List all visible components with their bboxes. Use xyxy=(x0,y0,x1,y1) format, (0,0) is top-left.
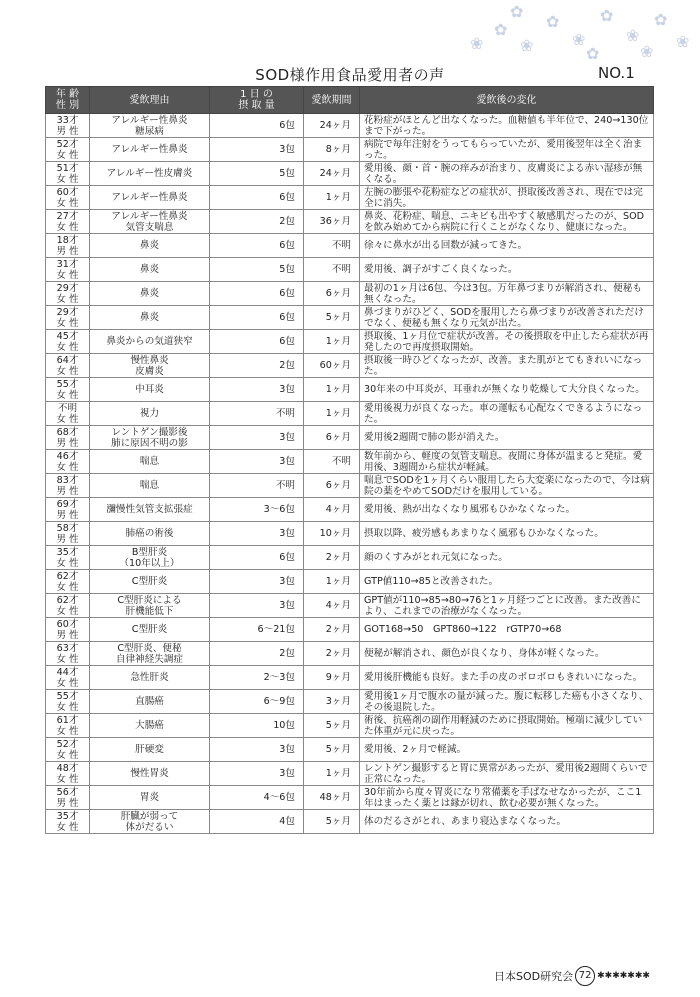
cell-change: レントゲン撮影すると胃に異常があったが、愛用後2週間くらいで正常になった。 xyxy=(360,762,654,786)
cell-age-sex: 83才 男 性 xyxy=(46,474,90,498)
cell-reason: アレルギー性鼻炎 xyxy=(90,186,210,210)
cell-period: 不明 xyxy=(304,258,360,282)
cell-reason: 急性肝炎 xyxy=(90,666,210,690)
footer xyxy=(494,966,650,986)
cell-period: 1ヶ月 xyxy=(304,330,360,354)
table-row xyxy=(46,498,654,522)
header-daily-amount: 1 日 の 摂 取 量 xyxy=(210,87,304,114)
cell-change: 病院で毎年注射をうってもらっていたが、愛用後翌年は全く治まった。 xyxy=(360,138,654,162)
cell-change: 愛用後視力が良くなった。車の運転も心配なくできるようになった。 xyxy=(360,402,654,426)
cell-daily-amount: 6包 xyxy=(210,282,304,306)
cell-reason: C型肝炎 xyxy=(90,570,210,594)
cell-reason: レントゲン撮影後 肺に原因不明の影 xyxy=(90,426,210,450)
cell-period: 36ヶ月 xyxy=(304,210,360,234)
cell-reason: 喘息 xyxy=(90,474,210,498)
cell-period: 不明 xyxy=(304,450,360,474)
footer-stars: ✱✱✱✱✱✱✱ xyxy=(597,971,650,981)
cell-period: 1ヶ月 xyxy=(304,762,360,786)
table-row xyxy=(46,642,654,666)
cell-change: 数年前から、軽度の気管支喘息。夜間に身体が温まると発症。愛用後、3週間から症状が軽減。 xyxy=(360,450,654,474)
cell-daily-amount: 不明 xyxy=(210,402,304,426)
table-row xyxy=(46,162,654,186)
cell-reason: 喘息 xyxy=(90,450,210,474)
cell-reason: 肝硬変 xyxy=(90,738,210,762)
cell-age-sex: 29才 女 性 xyxy=(46,306,90,330)
cell-daily-amount: 6包 xyxy=(210,114,304,138)
table-row xyxy=(46,522,654,546)
table-row xyxy=(46,738,654,762)
cell-change: 摂取後一時ひどくなったが、改善。また肌がとてもきれいになった。 xyxy=(360,354,654,378)
table-row xyxy=(46,258,654,282)
cell-age-sex: 60才 女 性 xyxy=(46,186,90,210)
cell-period: 2ヶ月 xyxy=(304,642,360,666)
cell-reason: アレルギー性鼻炎 xyxy=(90,138,210,162)
cell-change: 30年前から度々胃炎になり常備薬を手ばなせなかったが、ここ1年はまったく薬とは縁が切れ、飲む必要が無くなった。 xyxy=(360,786,654,810)
table-row xyxy=(46,138,654,162)
cell-period: 5ヶ月 xyxy=(304,738,360,762)
table-row xyxy=(46,618,654,642)
cell-age-sex: 62才 女 性 xyxy=(46,594,90,618)
cell-age-sex: 31才 女 性 xyxy=(46,258,90,282)
cell-period: 1ヶ月 xyxy=(304,570,360,594)
cell-change: 鼻づまりがひどく、SODを服用したら鼻づまりが改善されただけでなく、便秘も無くなり元気が出た。 xyxy=(360,306,654,330)
cell-daily-amount: 2包 xyxy=(210,210,304,234)
cell-age-sex: 29才 女 性 xyxy=(46,282,90,306)
cell-age-sex: 61才 女 性 xyxy=(46,714,90,738)
cell-daily-amount: 3包 xyxy=(210,378,304,402)
cell-age-sex: 64才 女 性 xyxy=(46,354,90,378)
cell-reason: C型肝炎による 肝機能低下 xyxy=(90,594,210,618)
table-row xyxy=(46,546,654,570)
cell-daily-amount: 5包 xyxy=(210,258,304,282)
cell-change: 愛用後、顔・首・腕の痒みが治まり、皮膚炎による赤い湿疹が無くなる。 xyxy=(360,162,654,186)
cell-age-sex: 63才 女 性 xyxy=(46,642,90,666)
cell-change: 花粉症がほとんど出なくなった。血糖値も半年位で、240→130位まで下がった。 xyxy=(360,114,654,138)
header-change: 愛飲後の変化 xyxy=(360,87,654,114)
cell-period: 2ヶ月 xyxy=(304,618,360,642)
cell-reason: 鼻炎 xyxy=(90,258,210,282)
cell-period: 8ヶ月 xyxy=(304,138,360,162)
table-row xyxy=(46,570,654,594)
cell-change: 30年来の中耳炎が、耳垂れが無くなり乾燥して大分良くなった。 xyxy=(360,378,654,402)
cell-reason: 慢性鼻炎 皮膚炎 xyxy=(90,354,210,378)
table-row xyxy=(46,114,654,138)
cell-reason: C型肝炎 xyxy=(90,618,210,642)
cell-period: 24ヶ月 xyxy=(304,162,360,186)
cell-period: 3ヶ月 xyxy=(304,690,360,714)
cell-change: 愛用後、熱が出なくなり風邪もひかなくなった。 xyxy=(360,498,654,522)
cell-age-sex: 48才 女 性 xyxy=(46,762,90,786)
cell-daily-amount: 4〜6包 xyxy=(210,786,304,810)
cell-change: 愛用後、調子がすごく良くなった。 xyxy=(360,258,654,282)
cell-reason: 瀰慢性気管支拡張症 xyxy=(90,498,210,522)
cell-age-sex: 51才 女 性 xyxy=(46,162,90,186)
cell-reason: 中耳炎 xyxy=(90,378,210,402)
table-row xyxy=(46,234,654,258)
cell-age-sex: 69才 男 性 xyxy=(46,498,90,522)
table-row xyxy=(46,690,654,714)
cell-change: 愛用後1ヶ月で腹水の量が減った。腹に転移した癌も小さくなり、その後退院した。 xyxy=(360,690,654,714)
header-reason: 愛飲理由 xyxy=(90,87,210,114)
cell-daily-amount: 4包 xyxy=(210,810,304,834)
cell-period: 1ヶ月 xyxy=(304,378,360,402)
cell-age-sex: 55才 女 性 xyxy=(46,378,90,402)
cell-reason: 鼻炎からの気道狭窄 xyxy=(90,330,210,354)
cell-reason: アレルギー性鼻炎 気管支喘息 xyxy=(90,210,210,234)
cell-change: 鼻炎、花粉症、喘息、ニキビも出やすく敏感肌だったのが、SODを飲み始めてから病院に行くことがなくなり、健康になった。 xyxy=(360,210,654,234)
cell-change: 摂取後、1ヶ月位で症状が改善。その後摂取を中止したら症状が再発したので再度摂取開始。 xyxy=(360,330,654,354)
cell-change: 術後、抗癌剤の副作用軽減のために摂取開始。極端に減少していた体重が元に戻った。 xyxy=(360,714,654,738)
cell-daily-amount: 5包 xyxy=(210,162,304,186)
cell-change: 最初の1ヶ月は6包、今は3包。万年鼻づまりが解消され、便秘も無くなった。 xyxy=(360,282,654,306)
table-row xyxy=(46,786,654,810)
table-row xyxy=(46,450,654,474)
cell-change: 顔のくすみがとれ元気になった。 xyxy=(360,546,654,570)
cell-reason: 直腸癌 xyxy=(90,690,210,714)
cell-age-sex: 46才 女 性 xyxy=(46,450,90,474)
cell-daily-amount: 3包 xyxy=(210,522,304,546)
cell-daily-amount: 2包 xyxy=(210,642,304,666)
cell-reason: 胃炎 xyxy=(90,786,210,810)
cell-daily-amount: 6〜21包 xyxy=(210,618,304,642)
cell-change: 愛用後肝機能も良好。また手の皮のボロボロもきれいになった。 xyxy=(360,666,654,690)
cell-change: GPT値が110→85→80→76と1ヶ月経つごとに改善。また改善により、これまでの治療がなくなった。 xyxy=(360,594,654,618)
cell-age-sex: 33才 男 性 xyxy=(46,114,90,138)
cell-daily-amount: 6包 xyxy=(210,330,304,354)
cell-change: 喘息でSODを1ヶ月くらい服用したら大変楽になったので、今は病院の薬をやめてSODだけを服用している。 xyxy=(360,474,654,498)
cell-age-sex: 55才 女 性 xyxy=(46,690,90,714)
cell-daily-amount: 3〜6包 xyxy=(210,498,304,522)
cell-reason: C型肝炎、便秘 自律神経失調症 xyxy=(90,642,210,666)
cell-period: 5ヶ月 xyxy=(304,306,360,330)
cell-daily-amount: 3包 xyxy=(210,138,304,162)
cell-reason: 大腸癌 xyxy=(90,714,210,738)
cell-daily-amount: 2包 xyxy=(210,354,304,378)
table-row xyxy=(46,762,654,786)
cell-reason: 慢性胃炎 xyxy=(90,762,210,786)
cell-period: 60ヶ月 xyxy=(304,354,360,378)
cell-period: 9ヶ月 xyxy=(304,666,360,690)
cell-daily-amount: 3包 xyxy=(210,738,304,762)
footer-organization: 日本SOD研究会 xyxy=(494,970,574,983)
cell-period: 5ヶ月 xyxy=(304,714,360,738)
cell-daily-amount: 6包 xyxy=(210,186,304,210)
cell-period: 4ヶ月 xyxy=(304,498,360,522)
header-period: 愛飲期間 xyxy=(304,87,360,114)
table-row xyxy=(46,810,654,834)
cell-age-sex: 52才 女 性 xyxy=(46,738,90,762)
cell-change: GTP値110→85と改善された。 xyxy=(360,570,654,594)
cell-daily-amount: 6〜9包 xyxy=(210,690,304,714)
cell-daily-amount: 3包 xyxy=(210,450,304,474)
cell-period: 24ヶ月 xyxy=(304,114,360,138)
cell-change: 左腕の膨張や花粉症などの症状が、摂取後改善され、現在では完全に消失。 xyxy=(360,186,654,210)
cell-period: 10ヶ月 xyxy=(304,522,360,546)
table-row xyxy=(46,186,654,210)
table-row xyxy=(46,306,654,330)
cell-age-sex: 58才 男 性 xyxy=(46,522,90,546)
cell-change: 便秘が解消され、顔色が良くなり、身体が軽くなった。 xyxy=(360,642,654,666)
cell-period: 不明 xyxy=(304,234,360,258)
testimonial-table xyxy=(45,86,654,834)
cell-period: 5ヶ月 xyxy=(304,810,360,834)
cell-daily-amount: 10包 xyxy=(210,714,304,738)
cell-reason: 鼻炎 xyxy=(90,306,210,330)
table-row xyxy=(46,594,654,618)
cell-daily-amount: 6包 xyxy=(210,234,304,258)
cell-change: 徐々に鼻水が出る回数が減ってきた。 xyxy=(360,234,654,258)
cell-age-sex: 18才 男 性 xyxy=(46,234,90,258)
document-number: NO.1 xyxy=(598,64,635,82)
table-row xyxy=(46,402,654,426)
cell-reason: 鼻炎 xyxy=(90,234,210,258)
cell-period: 48ヶ月 xyxy=(304,786,360,810)
cell-age-sex: 35才 女 性 xyxy=(46,546,90,570)
cell-daily-amount: 6包 xyxy=(210,306,304,330)
cell-daily-amount: 3包 xyxy=(210,570,304,594)
table-row xyxy=(46,354,654,378)
cell-age-sex: 27才 女 性 xyxy=(46,210,90,234)
cell-period: 6ヶ月 xyxy=(304,474,360,498)
cell-daily-amount: 3包 xyxy=(210,426,304,450)
cell-daily-amount: 6包 xyxy=(210,546,304,570)
cell-age-sex: 52才 女 性 xyxy=(46,138,90,162)
cell-reason: 鼻炎 xyxy=(90,282,210,306)
cell-reason: 視力 xyxy=(90,402,210,426)
cell-change: 体のだるさがとれ、あまり寝込まなくなった。 xyxy=(360,810,654,834)
cell-period: 4ヶ月 xyxy=(304,594,360,618)
table-row xyxy=(46,474,654,498)
cell-reason: アレルギー性皮膚炎 xyxy=(90,162,210,186)
cell-daily-amount: 不明 xyxy=(210,474,304,498)
cell-daily-amount: 3包 xyxy=(210,594,304,618)
cell-change: 摂取以降、疲労感もあまりなく風邪もひかなくなった。 xyxy=(360,522,654,546)
cell-age-sex: 68才 男 性 xyxy=(46,426,90,450)
table-row xyxy=(46,426,654,450)
leaf-pattern-decoration: ❀ ✿ ❀ ✿ ❀ ✿ ❀ ✿ ❀ ✿ ✿ ❀ xyxy=(470,2,690,60)
table-row xyxy=(46,378,654,402)
cell-change: 愛用後2週間で肺の影が消えた。 xyxy=(360,426,654,450)
table-row xyxy=(46,714,654,738)
table-row xyxy=(46,330,654,354)
table-header-row xyxy=(46,87,654,114)
cell-age-sex: 62才 女 性 xyxy=(46,570,90,594)
cell-change: 愛用後、2ヶ月で軽減。 xyxy=(360,738,654,762)
header-age-sex: 年 齢 性 別 xyxy=(46,87,90,114)
cell-daily-amount: 2〜3包 xyxy=(210,666,304,690)
page-number: 72 xyxy=(575,966,595,986)
cell-age-sex: 35才 女 性 xyxy=(46,810,90,834)
cell-reason: B型肝炎 （10年以上） xyxy=(90,546,210,570)
cell-period: 1ヶ月 xyxy=(304,402,360,426)
cell-age-sex: 44才 女 性 xyxy=(46,666,90,690)
cell-reason: 肝臓が弱って 体がだるい xyxy=(90,810,210,834)
table-row xyxy=(46,210,654,234)
cell-change: GOT168→50 GPT860→122 rGTP70→68 xyxy=(360,618,654,642)
page-title: SOD様作用食品愛用者の声 xyxy=(255,66,445,84)
cell-period: 2ヶ月 xyxy=(304,546,360,570)
cell-period: 1ヶ月 xyxy=(304,186,360,210)
cell-age-sex: 56才 男 性 xyxy=(46,786,90,810)
table-row xyxy=(46,282,654,306)
cell-age-sex: 45才 女 性 xyxy=(46,330,90,354)
cell-reason: アレルギー性鼻炎 糖尿病 xyxy=(90,114,210,138)
table-row xyxy=(46,666,654,690)
cell-period: 6ヶ月 xyxy=(304,426,360,450)
cell-daily-amount: 3包 xyxy=(210,762,304,786)
cell-age-sex: 60才 男 性 xyxy=(46,618,90,642)
cell-reason: 肺癌の術後 xyxy=(90,522,210,546)
cell-period: 6ヶ月 xyxy=(304,282,360,306)
cell-age-sex: 不明 女 性 xyxy=(46,402,90,426)
